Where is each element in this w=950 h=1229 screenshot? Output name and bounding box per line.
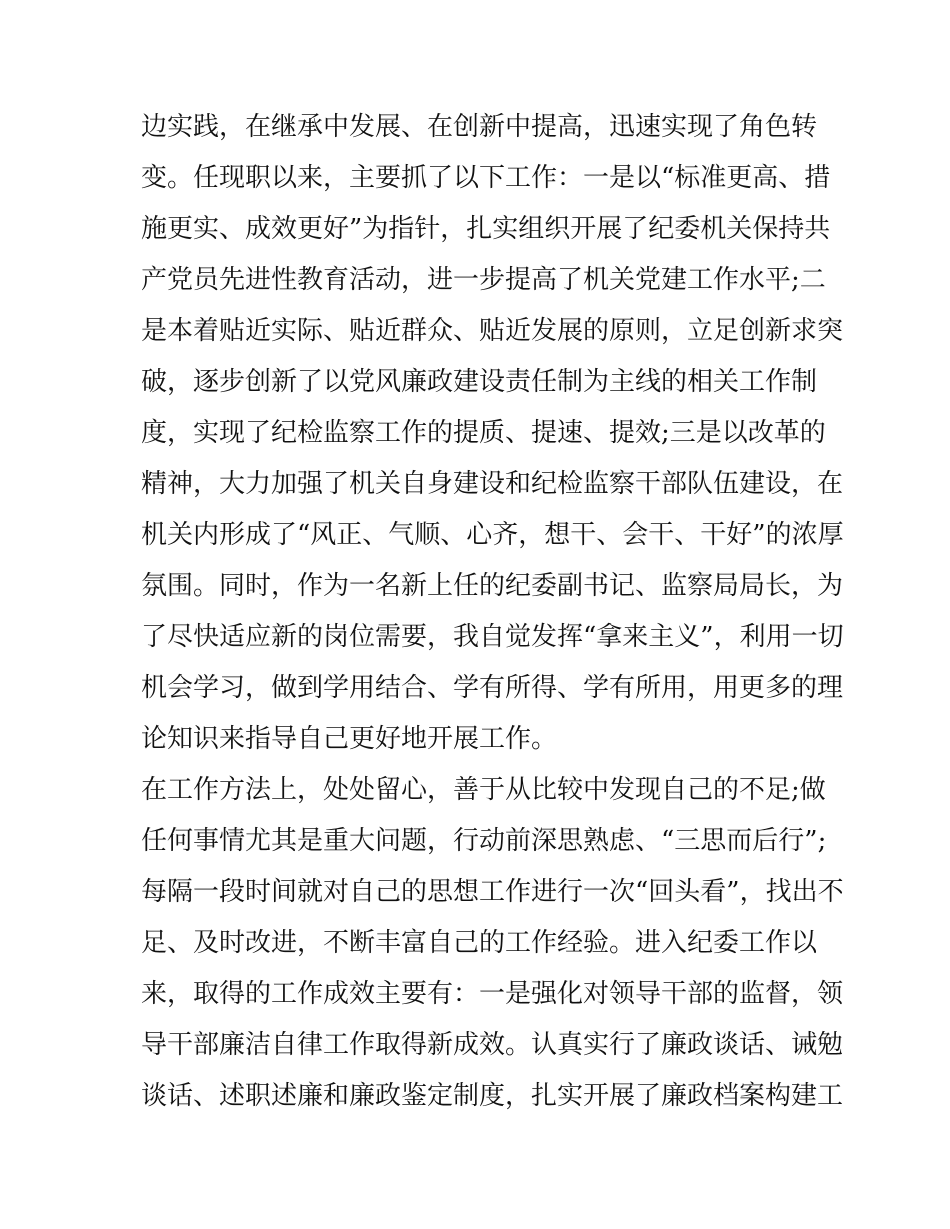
text-line: 每隔一段时间就对自己的思想工作进行一次“回头看”，找出不 (141, 877, 844, 907)
text-line: 任何事情尤其是重大问题，行动前深思熟虑、“三思而后行”; (141, 826, 827, 856)
text-line: 足、及时改进，不断丰富自己的工作经验。进入纪委工作以 (141, 928, 818, 958)
text-line: 机关内形成了“风正、气顺、心齐，想干、会干、干好”的浓厚 (141, 520, 844, 550)
text-line: 谈话、述职述廉和廉政鉴定制度，扎实开展了廉政档案构建工 (141, 1081, 844, 1111)
text-line: 在工作方法上，处处留心，善于从比较中发现自己的不足;做 (141, 775, 826, 805)
text-line: 变。任现职以来，主要抓了以下工作：一是以“标准更高、措 (141, 163, 831, 193)
body-text (141, 102, 844, 1122)
text-line: 是本着贴近实际、贴近群众、贴近发展的原则，立足创新求突 (141, 316, 844, 346)
text-line: 了尽快适应新的岗位需要，我自觉发挥“拿来主义”，利用一切 (141, 622, 844, 652)
text-line: 施更实、成效更好”为指针，扎实组织开展了纪委机关保持共 (141, 214, 831, 244)
text-line: 导干部廉洁自律工作取得新成效。认真实行了廉政谈话、诫勉 (141, 1030, 844, 1060)
text-line: 精神，大力加强了机关自身建设和纪检监察干部队伍建设，在 (141, 469, 844, 499)
text-line: 来，取得的工作成效主要有：一是强化对领导干部的监督，领 (141, 979, 844, 1009)
text-line: 产党员先进性教育活动，进一步提高了机关党建工作水平;二 (141, 265, 826, 295)
text-line: 破，逐步创新了以党风廉政建设责任制为主线的相关工作制 (141, 367, 818, 397)
text-line: 论知识来指导自己更好地开展工作。 (141, 724, 558, 754)
text-line: 度，实现了纪检监察工作的提质、提速、提效;三是以改革的 (141, 418, 826, 448)
text-line: 边实践，在继承中发展、在创新中提高，迅速实现了角色转 (141, 112, 818, 142)
text-line: 氛围。同时，作为一名新上任的纪委副书记、监察局局长，为 (141, 571, 844, 601)
text-line: 机会学习，做到学用结合、学有所得、学有所用，用更多的理 (141, 673, 844, 703)
